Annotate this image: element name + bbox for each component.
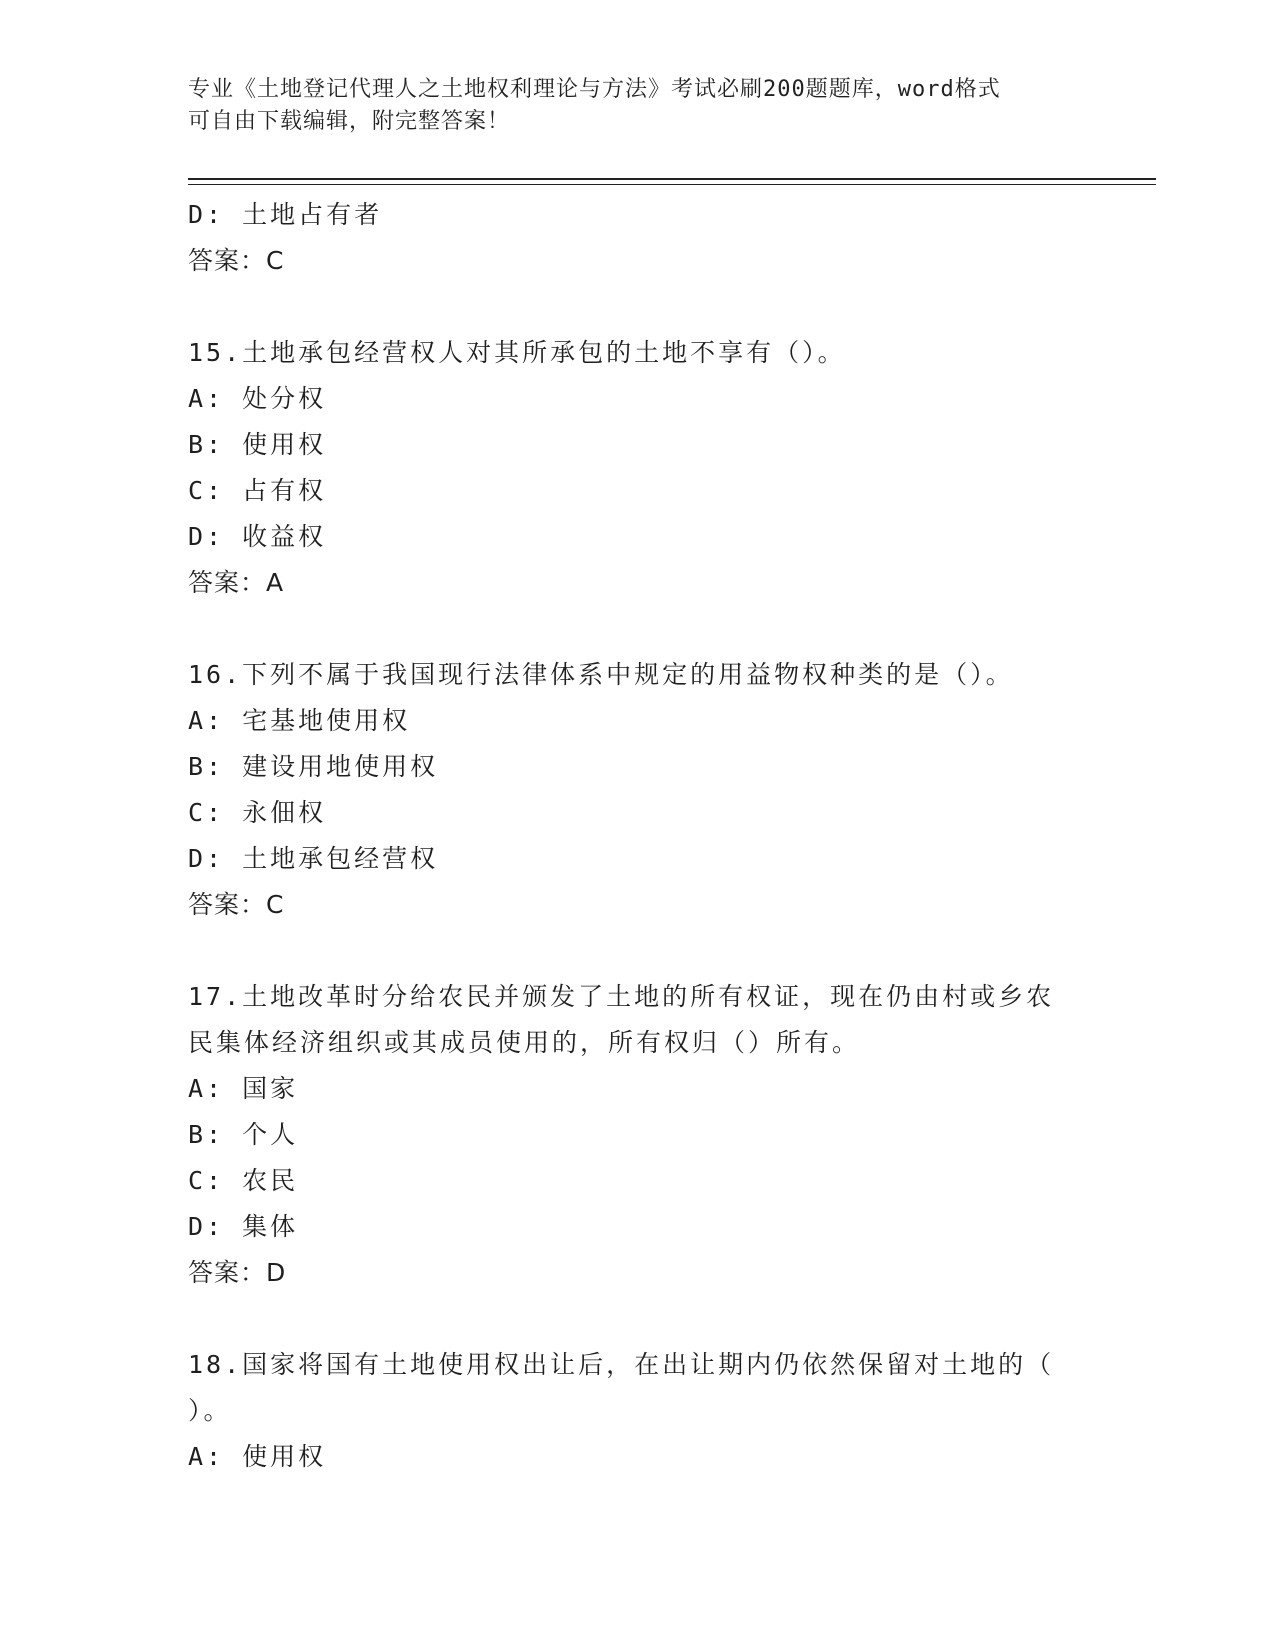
option-d: D: 集体 [188,1212,299,1241]
header-divider-thin [188,184,1156,185]
header-line-2: 可自由下载编辑，附完整答案！ [188,109,511,134]
question-prev [188,192,1088,284]
option-b: B: 使用权 [188,430,327,459]
option-c: C: 农民 [188,1166,299,1195]
spacer [188,284,1088,330]
question-stem-line-1: 18.国家将国有土地使用权出让后，在出让期内仍依然保留对土地的（ [188,1350,1055,1379]
question-18 [188,1342,1088,1480]
option-b: B: 建设用地使用权 [188,752,439,781]
question-16 [188,652,1088,928]
answer-line: 答案：D [188,1258,287,1287]
question-content [188,192,1088,1480]
option-a: A: 使用权 [188,1442,327,1471]
spacer [188,928,1088,974]
question-stem: 16.下列不属于我国现行法律体系中规定的用益物权种类的是（）。 [188,660,1014,689]
option-a: A: 国家 [188,1074,299,1103]
option-a: A: 处分权 [188,384,327,413]
question-stem-line-2: ）。 [188,1396,232,1425]
header-line-1: 专业《土地登记代理人之土地权利理论与方法》考试必刷200题题库，word格式 [188,77,1001,102]
document-header [188,74,1088,138]
answer-line: 答案：C [188,246,285,275]
option-d: D: 收益权 [188,522,327,551]
spacer [188,606,1088,652]
option-b: B: 个人 [188,1120,299,1149]
option-c: C: 永佃权 [188,798,327,827]
option-c: C: 占有权 [188,476,327,505]
answer-line: 答案：C [188,890,285,919]
question-17 [188,974,1088,1296]
option-d: D: 土地占有者 [188,200,383,229]
question-15 [188,330,1088,606]
question-stem-line-1: 17.土地改革时分给农民并颁发了土地的所有权证，现在仍由村或乡农 [188,982,1055,1011]
option-a: A: 宅基地使用权 [188,706,411,735]
option-d: D: 土地承包经营权 [188,844,439,873]
question-stem-line-2: 民集体经济组织或其成员使用的，所有权归（）所有。 [188,1028,861,1057]
question-stem: 15.土地承包经营权人对其所承包的土地不享有（）。 [188,338,846,367]
answer-line: 答案：A [188,568,285,597]
spacer [188,1296,1088,1342]
header-divider-thick [188,178,1156,180]
